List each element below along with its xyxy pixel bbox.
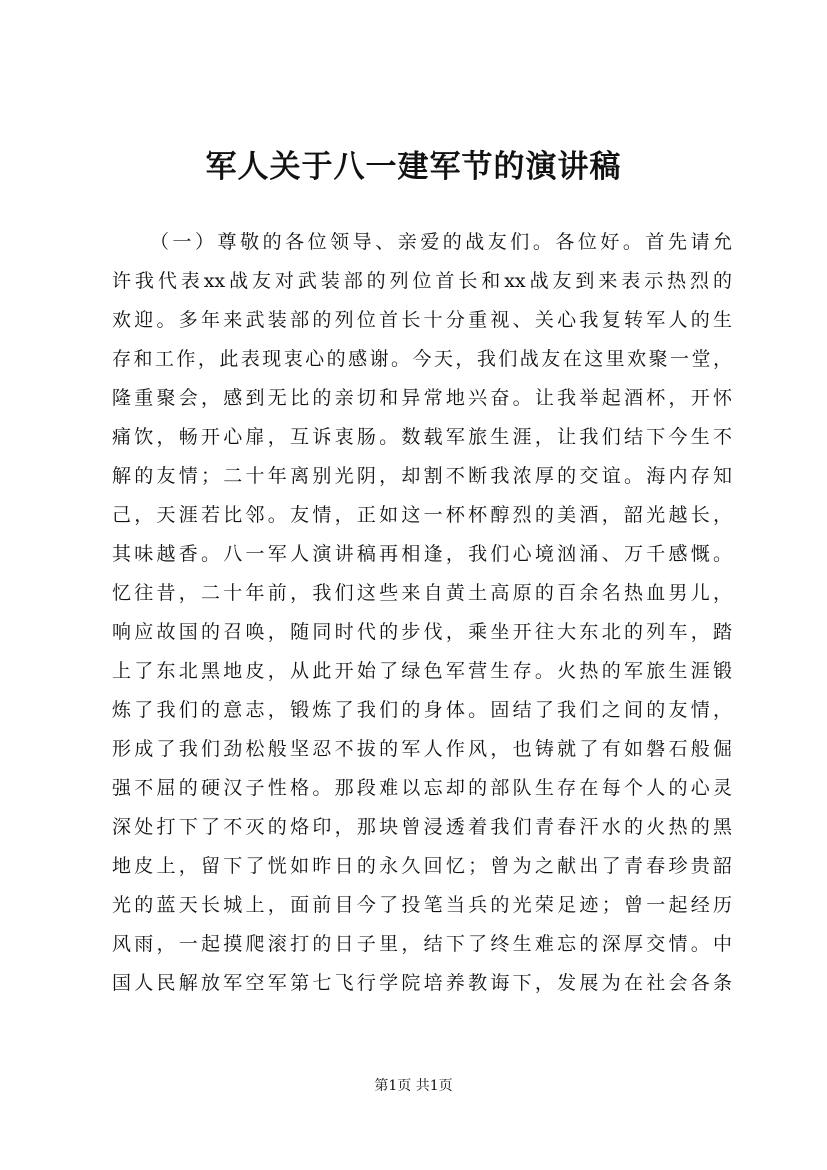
body-line: 上了东北黑地皮，从此开始了绿色军营生存。火热的军旅生涯锻 [112,660,732,682]
body-line: （一）尊敬的各位领导、亲爱的战友们。各位好。首先请允 [150,231,732,253]
body-line: 存和工作，此表现衷心的感谢。今天，我们战友在这里欢聚一堂， [112,348,732,370]
body-line: 国人民解放军空军第七飞行学院培养教诲下，发展为在社会各条 [112,972,732,994]
body-line: 形成了我们劲松般坚忍不拔的军人作风，也铸就了有如磐石般倔 [112,738,732,760]
page-footer: 第1页 共1页 [374,1078,453,1094]
body-line: 响应故国的召唤，随同时代的步伐，乘坐开往大东北的列车，踏 [112,621,732,643]
body-line: 解的友情；二十年离别光阴，却割不断我浓厚的交谊。海内存知 [112,465,732,487]
body-line: 光的蓝天长城上，面前目今了投笔当兵的光荣足迹；曾一起经历 [112,894,732,916]
body-line: 深处打下了不灭的烙印，那块曾浸透着我们青春汗水的火热的黑 [112,816,732,838]
body-line: 欢迎。多年来武装部的列位首长十分重视、关心我复转军人的生 [112,309,732,331]
body-line: 其味越香。八一军人演讲稿再相逢，我们心境汹涌、万千感慨。 [112,543,732,565]
body-line: 地皮上，留下了恍如昨日的永久回忆；曾为之献出了青春珍贵韶 [112,855,732,877]
body-line: 隆重聚会，感到无比的亲切和异常地兴奋。让我举起酒杯，开怀 [112,387,732,409]
body-line: 许我代表xx战友对武装部的列位首长和xx战友到来表示热烈的 [112,270,732,292]
body-line: 己，天涯若比邻。友情，正如这一杯杯醇烈的美酒，韶光越长， [112,504,732,526]
document-body [112,223,732,1003]
body-line: 炼了我们的意志，锻炼了我们的身体。固结了我们之间的友情， [112,699,732,721]
document-title: 军人关于八一建军节的演讲稿 [205,149,622,185]
body-line: 风雨，一起摸爬滚打的日子里，结下了终生难忘的深厚交情。中 [112,933,732,955]
body-line: 强不屈的硬汉子性格。那段难以忘却的部队生存在每个人的心灵 [112,777,732,799]
body-line: 痛饮，畅开心扉，互诉衷肠。数载军旅生涯，让我们结下今生不 [112,426,732,448]
body-line: 忆往昔，二十年前，我们这些来自黄土高原的百余名热血男儿， [112,582,732,604]
